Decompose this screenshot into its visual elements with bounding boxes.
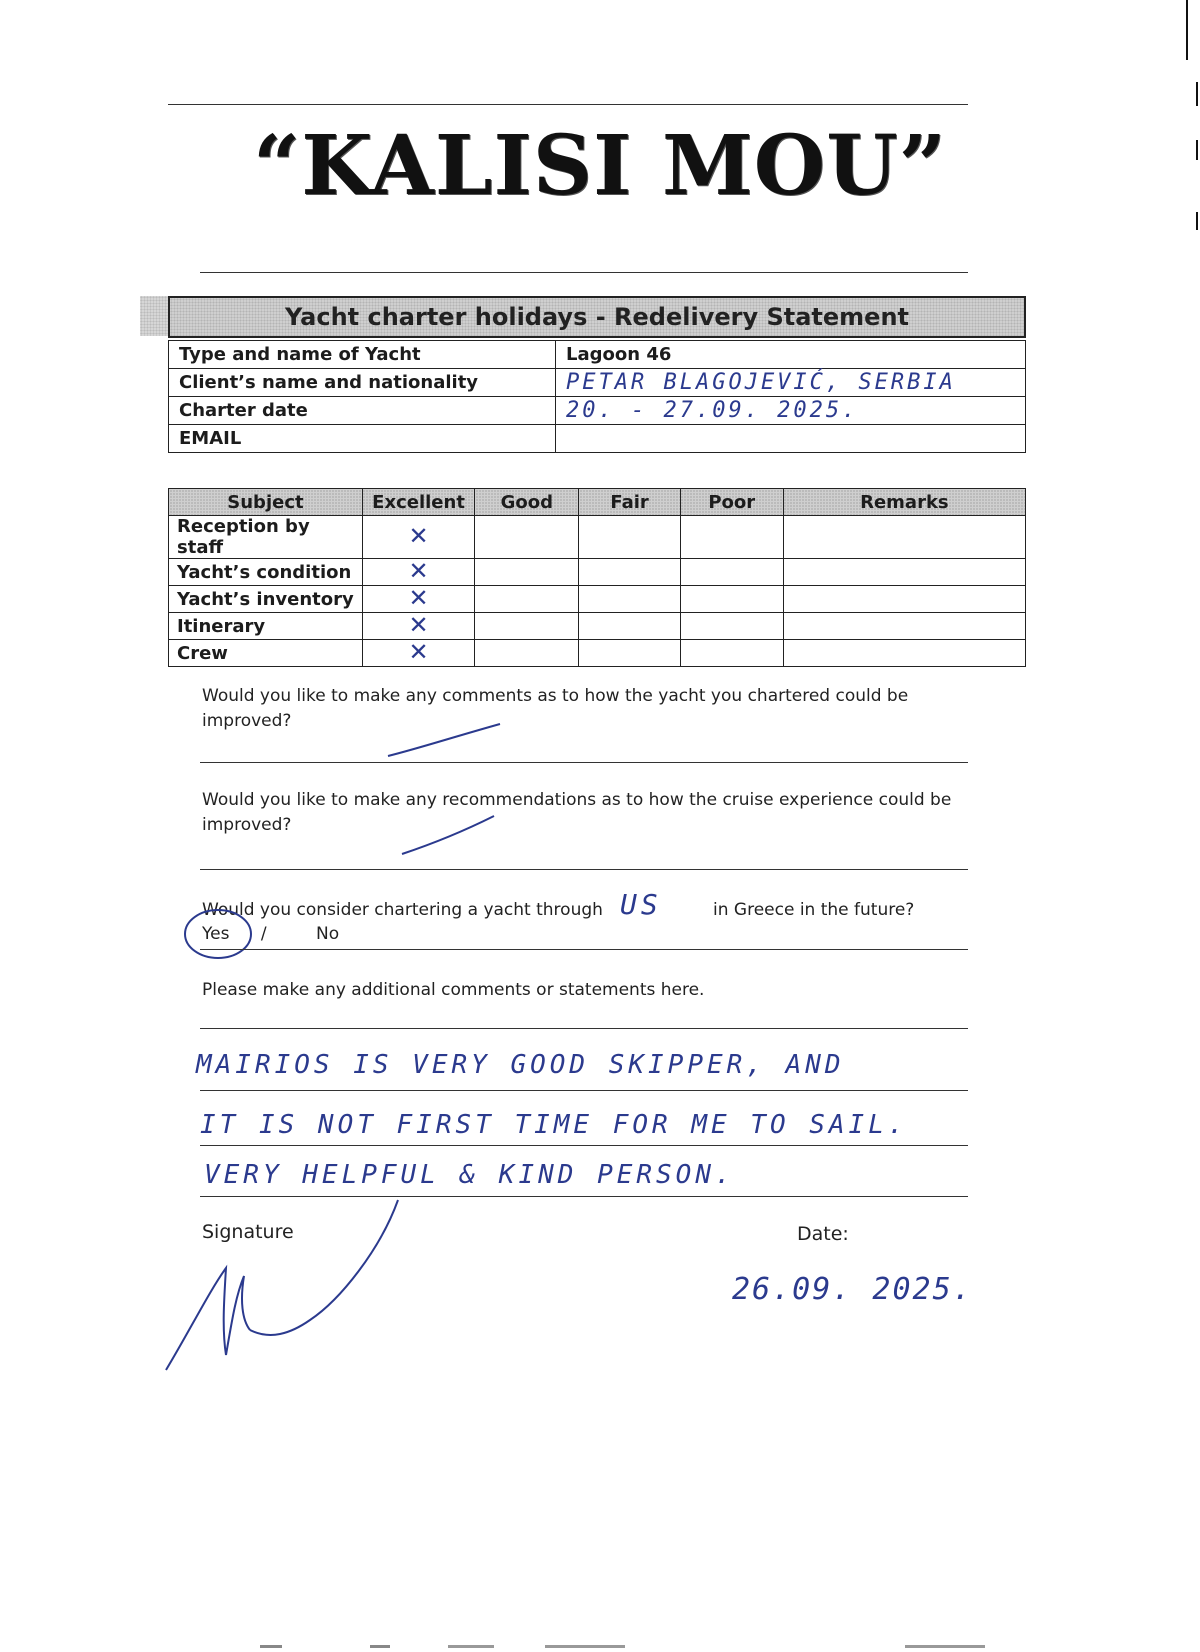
rating-column-header: Excellent	[362, 489, 474, 516]
rating-cell[interactable]	[579, 516, 680, 559]
comment-line-0[interactable]	[200, 1028, 968, 1029]
date-value: 26.09. 2025.	[732, 1272, 973, 1307]
rating-row	[169, 613, 1026, 640]
rating-subject: Yacht’s inventory	[169, 586, 363, 613]
yes-circle-icon	[178, 900, 258, 968]
signature-icon	[160, 1190, 420, 1380]
rating-cell[interactable]	[680, 516, 783, 559]
scan-mark	[545, 1645, 625, 1648]
rating-column-header: Poor	[680, 489, 783, 516]
rating-cell[interactable]	[475, 559, 579, 586]
info-value[interactable]: 20. - 27.09. 2025.	[556, 397, 1026, 425]
info-value[interactable]: Lagoon 46	[556, 341, 1026, 369]
comment-line-text-3: VERY HELPFUL & KIND PERSON.	[204, 1160, 735, 1190]
rating-column-header: Remarks	[783, 489, 1025, 516]
info-row	[169, 425, 1026, 453]
question-future-charter-end: in Greece in the future?	[713, 900, 915, 920]
rating-cell[interactable]	[362, 637, 474, 667]
no-option[interactable]: No	[316, 924, 340, 944]
scan-mark	[448, 1645, 494, 1648]
rating-cell[interactable]	[362, 583, 474, 613]
yacht-info-table	[168, 340, 1026, 453]
answer-line-3[interactable]	[200, 949, 968, 950]
question-future-charter-start: Would you consider chartering a yacht through	[202, 900, 603, 920]
info-row	[169, 369, 1026, 397]
rating-subject: Reception by staff	[169, 516, 363, 559]
rating-cell[interactable]	[579, 613, 680, 640]
rating-cell[interactable]	[362, 516, 474, 559]
rating-cell[interactable]	[680, 640, 783, 667]
rating-cell[interactable]	[475, 613, 579, 640]
dash-mark-icon	[396, 812, 506, 860]
info-label: Charter date	[169, 397, 556, 425]
handwritten-company: US	[620, 888, 662, 921]
rating-row	[169, 586, 1026, 613]
comment-line-text-2: IT IS NOT FIRST TIME FOR ME TO SAIL.	[200, 1110, 908, 1140]
comment-line-text-1: MAIRIOS IS VERY GOOD SKIPPER, AND	[196, 1050, 845, 1080]
rating-column-header: Subject	[169, 489, 363, 516]
rating-cell[interactable]	[783, 559, 1025, 586]
rating-cell[interactable]	[475, 586, 579, 613]
rating-cell[interactable]	[680, 559, 783, 586]
question-yacht-improvement: Would you like to make any comments as to how the yacht you chartered could be improved?	[202, 686, 909, 731]
rating-cell[interactable]	[680, 613, 783, 640]
rating-cell[interactable]	[362, 610, 474, 640]
rating-subject: Yacht’s condition	[169, 559, 363, 586]
banner-shadow	[140, 296, 170, 336]
signature-label: Signature	[202, 1221, 294, 1243]
form-title: Yacht charter holidays - Redelivery Statement	[168, 296, 1026, 338]
answer-line-2[interactable]	[200, 869, 968, 870]
rating-table	[168, 488, 1026, 667]
rating-row	[169, 559, 1026, 586]
x-mark-icon: ✕	[408, 521, 429, 550]
rating-cell[interactable]	[783, 613, 1025, 640]
rating-cell[interactable]	[362, 556, 474, 586]
info-row	[169, 341, 1026, 369]
rating-cell[interactable]	[783, 640, 1025, 667]
rating-cell[interactable]	[475, 516, 579, 559]
question-cruise-improvement: Would you like to make any recommendations as to how the cruise experience could be improved?	[202, 790, 952, 835]
yacht-title: “KALISI MOU”	[253, 118, 947, 214]
rating-row	[169, 516, 1026, 559]
comment-line-1[interactable]	[200, 1090, 968, 1091]
info-label: EMAIL	[169, 425, 556, 453]
header-rule-bottom	[200, 272, 968, 273]
comment-line-2[interactable]	[200, 1145, 968, 1146]
rating-cell[interactable]	[475, 640, 579, 667]
x-mark-icon: ✕	[408, 583, 429, 612]
scan-mark	[1196, 212, 1198, 230]
info-label: Client’s name and nationality	[169, 369, 556, 397]
rating-subject: Itinerary	[169, 613, 363, 640]
info-label: Type and name of Yacht	[169, 341, 556, 369]
x-mark-icon: ✕	[408, 556, 429, 585]
rating-column-header: Good	[475, 489, 579, 516]
question-additional-comments: Please make any additional comments or statements here.	[202, 980, 705, 1000]
option-separator: /	[260, 924, 267, 944]
rating-cell[interactable]	[579, 640, 680, 667]
rating-cell[interactable]	[783, 516, 1025, 559]
x-mark-icon: ✕	[408, 610, 429, 639]
scan-mark	[370, 1645, 390, 1648]
info-value[interactable]: PETAR BLAGOJEVIĆ, SERBIA	[556, 369, 1026, 397]
date-label: Date:	[797, 1223, 849, 1245]
info-row	[169, 397, 1026, 425]
scan-mark	[260, 1645, 282, 1648]
rating-column-header: Fair	[579, 489, 680, 516]
rating-cell[interactable]	[579, 559, 680, 586]
scan-mark	[905, 1645, 985, 1648]
dash-mark-icon	[380, 718, 510, 762]
answer-line-1[interactable]	[200, 762, 968, 763]
scan-mark	[1186, 0, 1188, 60]
rating-cell[interactable]	[579, 586, 680, 613]
yes-option[interactable]: Yes	[202, 924, 230, 944]
header-rule-top	[168, 104, 968, 105]
rating-cell[interactable]	[680, 586, 783, 613]
x-mark-icon: ✕	[408, 637, 429, 666]
info-value[interactable]	[556, 425, 1026, 453]
rating-cell[interactable]	[783, 586, 1025, 613]
rating-subject: Crew	[169, 640, 363, 667]
rating-row	[169, 640, 1026, 667]
scan-mark	[1196, 82, 1198, 106]
